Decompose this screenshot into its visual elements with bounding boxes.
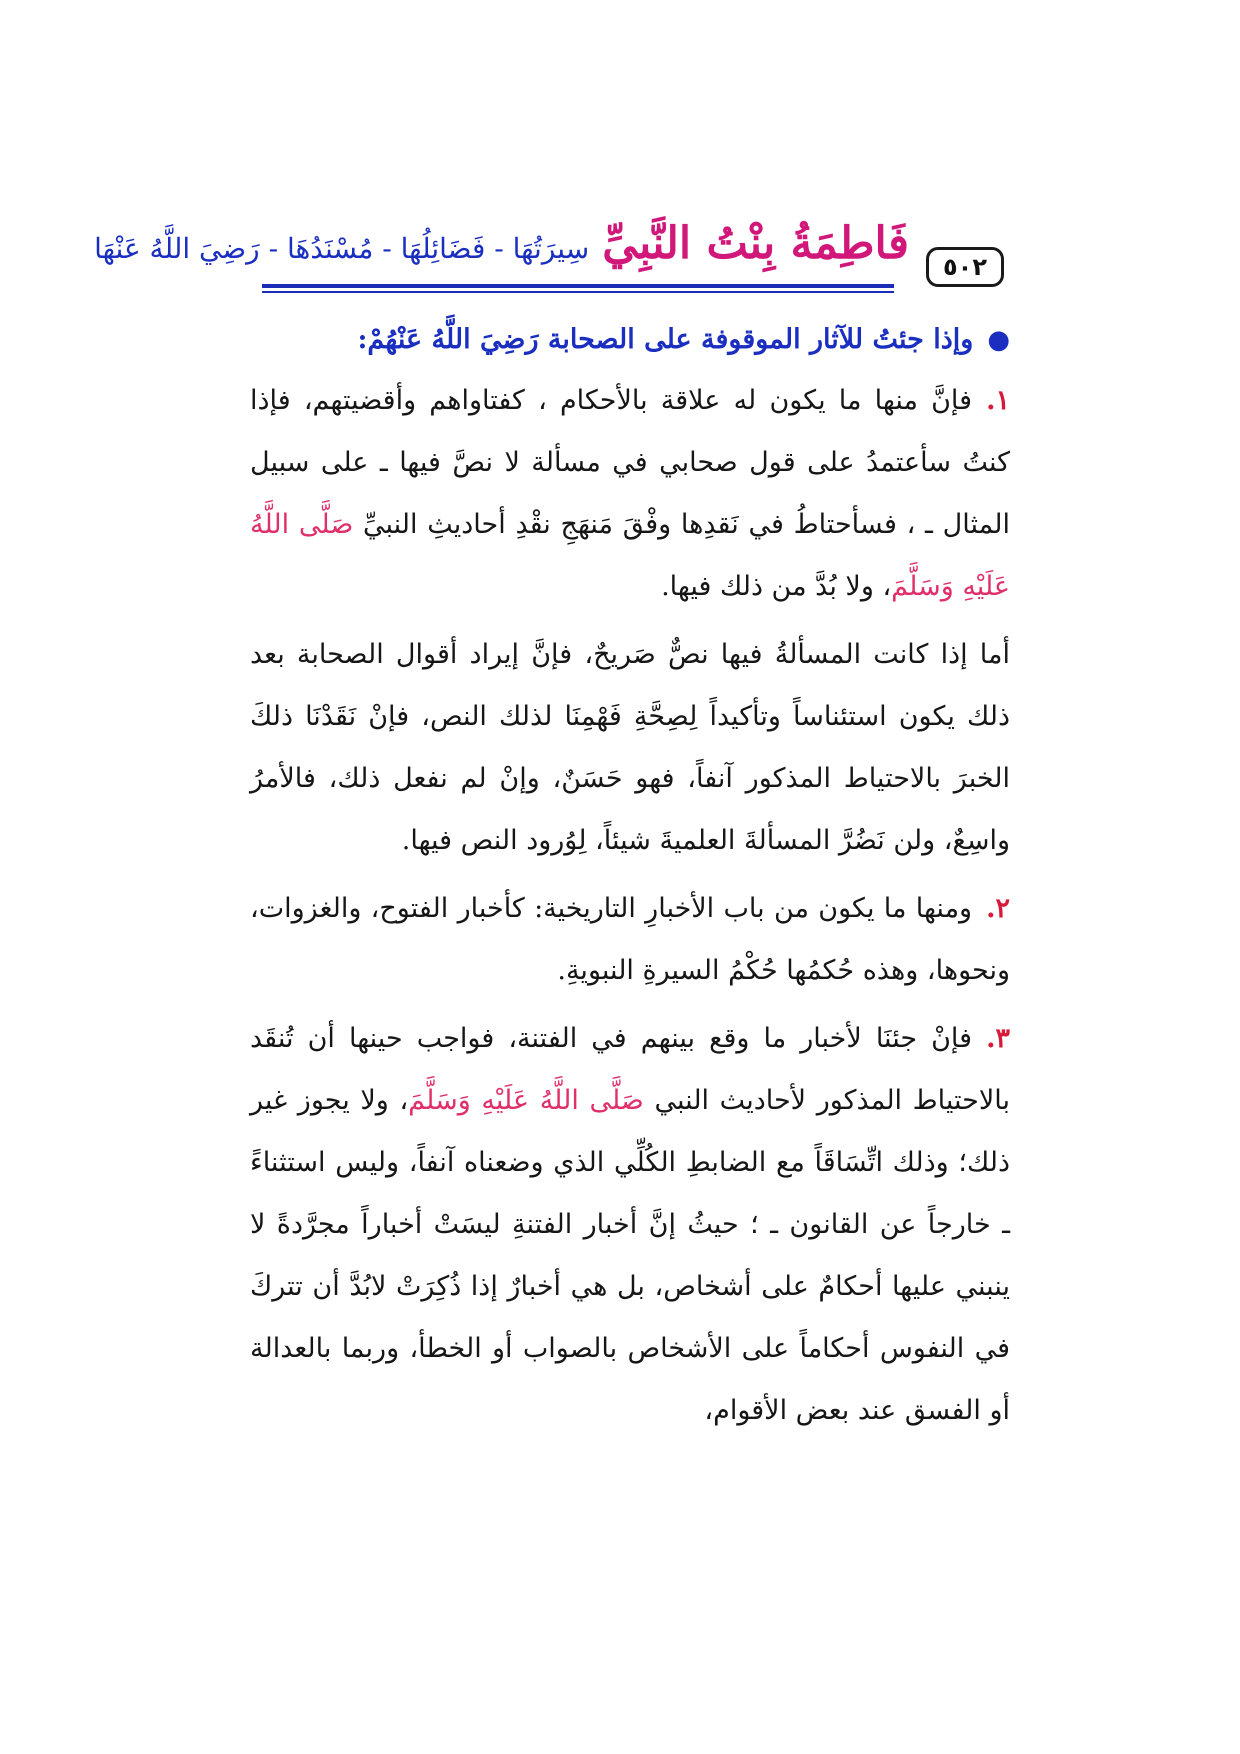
book-title-main: فَاطِمَةُ بِنْتُ النَّبِيِّ (602, 218, 909, 269)
salawat-phrase: صَلَّى اللَّهُ عَلَيْهِ وَسَلَّمَ (408, 1085, 644, 1116)
section-heading-text: وإذا جئتُ للآثار الموقوفة على الصحابة رَضِيَ اللَّهُ عَنْهُمْ: (357, 324, 974, 355)
section-heading (250, 310, 1010, 370)
header-divider-thin (262, 291, 894, 293)
paragraph-3-text: ومنها ما يكون من باب الأخبارِ التاريخية: كأخبار الفتوح، والغزوات، ونحوها، وهذه حُكمُها حُكْمُ السيرةِ النبويةِ. (250, 893, 1010, 986)
paragraph-4-text-a: فإنْ جئنَا لأخبار ما وقع بينهم في الفتنة، فواجب حينها أن تُنقَد بالاحتياط المذكور لأحاديث النبي (250, 1023, 1011, 1116)
book-title-subtitle: سِيرَتُهَا - فَضَائِلُهَا - مُسْنَدُهَا - رَضِيَ اللَّهُ عَنْهَا (94, 232, 590, 265)
book-title (94, 205, 909, 283)
item-number-1: ١. (986, 385, 1010, 416)
paragraph-2-text: أما إذا كانت المسألةُ فيها نصٌّ صَريحٌ، فإنَّ إيراد أقوال الصحابة بعد ذلك يكون استئناساً وتأكيداً لِصِحَّةِ فَهْمِنَا لذلك النص، فإنْ نَقَدْنَا ذلكَ الخبرَ بالاحتياط المذكور آنفاً، فهو حَسَنٌ، وإنْ لم نفعل ذلك، فالأمرُ واسِعٌ، ولن نَضُرَّ المسألةَ العلميةَ شيئاً، لِوُرود النص فيها. (250, 639, 1010, 856)
paragraph-3 (250, 878, 1010, 1002)
paragraph-2 (250, 624, 1010, 872)
item-number-2: ٢. (986, 893, 1010, 924)
paragraph-4 (250, 1008, 1010, 1442)
paragraph-4-text-b: ، ولا يجوز غير ذلك؛ وذلك اتِّسَاقَاً مع الضابطِ الكُلِّي الذي وضعناه آنفاً، وليس استثناءً ـ خارجاً عن القانون ـ ؛ حيثُ إنَّ أخبار الفتنةِ ليسَتْ أخباراً مجرَّدةً لا ينبني عليها أحكامٌ على أشخاص، بل هي أخبارٌ إذا ذُكِرَتْ لابُدَّ أن تتركَ في النفوس أحكاماً على الأشخاص بالصواب أو الخطأ، وربما بالعدالة أو الفسق عند بعض الأقوام، (250, 1085, 1010, 1426)
page-header (94, 205, 1004, 287)
page-number: ٥٠٢ (926, 247, 1004, 287)
salawat-phrase: صَلَّى اللَّهُ عَلَيْهِ وَسَلَّمَ (250, 509, 1010, 602)
paragraph-1-text-b: ، ولا بُدَّ من ذلك فيها. (661, 571, 892, 602)
header-divider-thick (262, 284, 894, 288)
paragraph-1-text-a: فإنَّ منها ما يكون له علاقة بالأحكام ، كفتاواهم وأقضيتهم، فإذا كنتُ سأعتمدُ على قول صحابي في مسألة لا نصَّ فيها ـ على سبيل المثال ـ ، فسأحتاطُ في نَقدِها وفْقَ مَنهَجِ نقْدِ أحاديثِ النبيِّ (250, 385, 1010, 540)
paragraph-1 (250, 370, 1010, 618)
page-body (250, 310, 1010, 1448)
item-number-3: ٣. (986, 1023, 1010, 1054)
bullet-icon: ● (987, 325, 1010, 355)
